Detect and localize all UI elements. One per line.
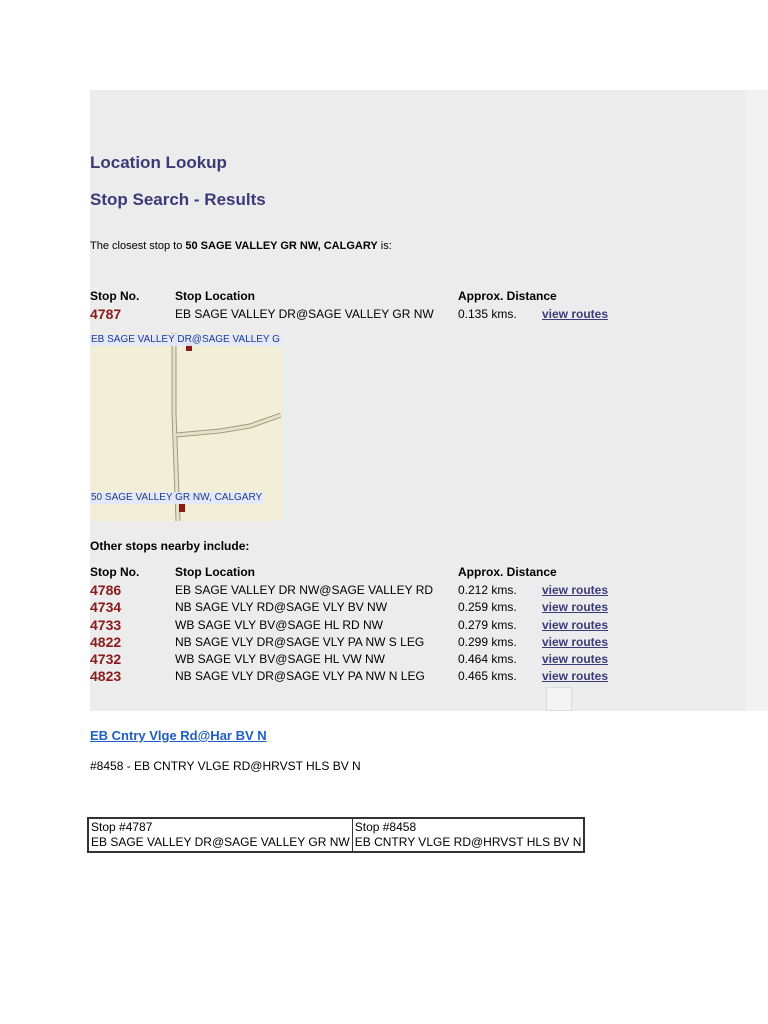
map-address-label: 50 SAGE VALLEY GR NW, CALGARY [91,492,263,503]
header-distance: Approx. Distance [458,289,557,303]
nearby-view-routes-link[interactable]: view routes [542,618,609,632]
panel-edge [745,90,768,711]
closest-prefix: The closest stop to [90,240,186,252]
other-stops-heading: Other stops nearby include: [90,539,250,553]
header-stop-location: Stop Location [175,289,255,303]
nearby-stop-number: 4822 [90,634,122,650]
closest-address: 50 SAGE VALLEY GR NW, CALGARY [185,240,378,252]
left-stop-number: Stop #4787 [91,820,153,834]
nearby-header-stop-location: Stop Location [175,565,255,579]
nearby-stop-number: 4732 [90,651,122,667]
route-stop-link[interactable]: EB Cntry Vlge Rd@Har BV N [90,728,267,743]
closest-view-routes-link[interactable]: view routes [542,307,609,321]
nearby-stop-number: 4734 [90,599,122,615]
nearby-stop-distance: 0.465 kms. [458,669,517,683]
nearby-stop-location: NB SAGE VLY DR@SAGE VLY PA NW S LEG [175,635,425,649]
nearby-view-routes-link[interactable]: view routes [542,635,609,649]
stop-map[interactable] [90,333,281,521]
nearby-stop-location: WB SAGE VLY BV@SAGE HL RD NW [175,618,384,632]
nearby-header-stop-no: Stop No. [90,565,140,579]
nearby-stop-distance: 0.212 kms. [458,583,517,597]
closest-suffix: is: [377,240,392,252]
nearby-stop-distance: 0.279 kms. [458,618,517,632]
nearby-stop-number: 4786 [90,582,122,598]
left-stop-cell [88,818,352,852]
nearby-header-distance: Approx. Distance [458,565,557,579]
nearby-stop-number: 4823 [90,668,122,684]
header-stop-no: Stop No. [90,289,140,303]
empty-box [546,687,572,711]
left-stop-location: EB SAGE VALLEY DR@SAGE VALLEY GR NW [91,835,350,849]
stop-comparison-table [87,817,585,853]
right-stop-cell [352,818,584,852]
nearby-stop-location: WB SAGE VLY BV@SAGE HL VW NW [175,652,386,666]
nearby-stop-location: NB SAGE VLY RD@SAGE VLY BV NW [175,600,388,614]
nearby-stop-number: 4733 [90,617,122,633]
page-title: Location Lookup [90,153,227,172]
nearby-stop-location: EB SAGE VALLEY DR NW@SAGE VALLEY RD [175,583,434,597]
route-stop-description: #8458 - EB CNTRY VLGE RD@HRVST HLS BV N [90,759,361,773]
right-stop-number: Stop #8458 [354,820,417,834]
nearby-view-routes-link[interactable]: view routes [542,652,609,666]
map-stop-label: EB SAGE VALLEY DR@SAGE VALLEY G [91,334,280,345]
nearby-view-routes-link[interactable]: view routes [542,600,609,614]
closest-stop-distance: 0.135 kms. [458,307,517,321]
page-subtitle: Stop Search - Results [90,190,266,209]
nearby-view-routes-link[interactable]: view routes [542,669,609,683]
nearby-stop-distance: 0.259 kms. [458,600,517,614]
nearby-stop-distance: 0.299 kms. [458,635,517,649]
address-marker-icon [179,504,185,512]
closest-stop-location: EB SAGE VALLEY DR@SAGE VALLEY GR NW [175,307,434,321]
closest-stop-number: 4787 [90,306,122,322]
nearby-stop-distance: 0.464 kms. [458,652,517,666]
nearby-stop-location: NB SAGE VLY DR@SAGE VLY PA NW N LEG [175,669,425,683]
right-stop-location: EB CNTRY VLGE RD@HRVST HLS BV N [354,835,582,849]
nearby-view-routes-link[interactable]: view routes [542,583,609,597]
closest-stop-sentence [90,240,392,252]
